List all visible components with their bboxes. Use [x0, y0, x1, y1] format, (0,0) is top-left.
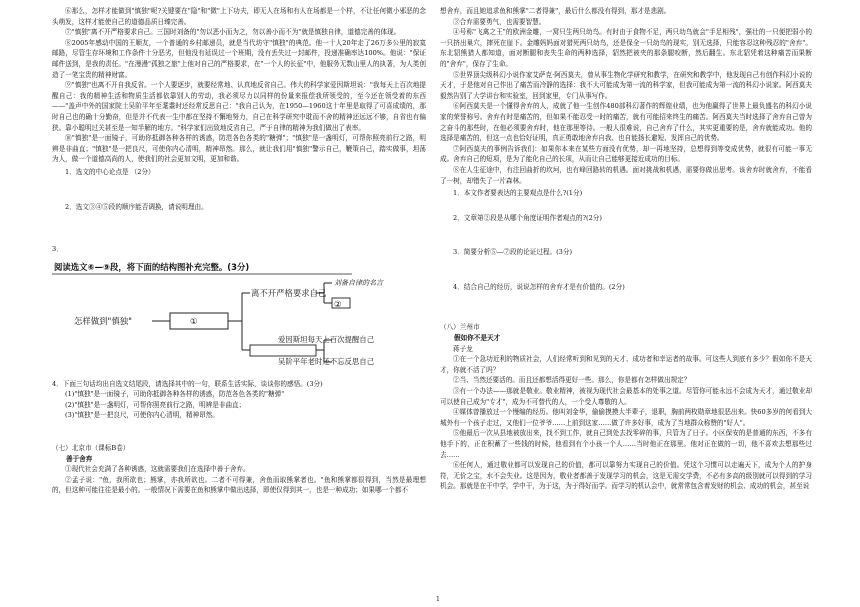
- paragraph: ⑧2005年感动中国的王顺友，一个普通的乡村邮递员，就是当代坊守"慎独"的典范。他一十人20年走了26万多公里的寂寞邮路，尽管生存环境和工作条件十分恶劣，但他没有延误过一个班期，没有丢失过一封邮件，投递准确率达100%。他说："保证邮件送到，是我的责任。"在漫漫"孤独之旅"上他对自己的严格要求，在"一个人的长征"中，他服务无数山里人的执著，为人类创造了一笔宝贵的精神财富。: [52, 38, 426, 79]
- paragraph: ①现代社会充满了各种诱惑，这就需要我们在选择中善于舍弃。: [65, 465, 250, 474]
- section-7-title: 善于舍弃: [66, 454, 93, 463]
- section-8-heading: （八）兰州市: [440, 323, 480, 332]
- paragraph: ⑥那么，怎样才能做到"慎独"呢?关键要在"隐"和"微"上下功夫，即无人在场和有人在场都是一个样，不让任何微小邪恶的念头萌发，这样才能使自己的道德品质日臻完善。: [52, 7, 426, 26]
- q4-option: (1)"慎独"是一面镜子，可助你抵御各种各样的诱惑，防范各色各类的"糖弹": [65, 390, 285, 399]
- paragraph: ③有一个办法——那就是敬业。敬业精神，被视为现代社会最基本的处事之道。尽管你可能永远不会成为天才，通过敬业却可以使自己成为"专才"，成为不可替代的人，一个受人尊敬的人。: [440, 387, 812, 406]
- question-1: 1．选文的中心论点是 （2分）: [65, 167, 155, 176]
- section-8-title: 假如你不是天才: [454, 334, 501, 343]
- q4-option: (3)"慎独"是一把良尺，可使你内心清明，精神昂然。: [65, 411, 219, 420]
- q4-option: (2)"慎独"是一盏明灯，可帮你照亮前行之路，明辨是非曲直；: [65, 400, 246, 409]
- left-column: [52, 6, 426, 496]
- paragraph: ⑨"慎独"也离不开自我反省。一个人要逐步，就要经常地、认真地反省自己。伟大的科学家爱因斯坦说："我每天上百次地提醒自己：我的精神生活和物质生活都依靠别人的劳动，我必须尽力以同样的份量来报偿我所领受的，至今还在领受着的东西——"盖声中外的国家院士吴阶平年至耄耋时还经常反思自己："我自己认为，在1950—1960这十年里是取得了可喜成绩的，那时自己也的确十分勤奋，但是并不代表一生中都在坚持不懈地努力，自己在科学研究中耽而不舍的精神还远远不够，自省也有偏狭。靠小聪明过关甚至是一知半解的地方。"科学家们出致地反省自己，严于自律的精神为我们做出了表率。: [52, 81, 426, 132]
- paragraph: ⑤世界顶尖级科幻小说作家艾萨克·阿西莫夫，曾从事生物化学研究和教学，在研究和教学中，他发现自己有创作科幻小说的天才，于是他对自己作出了痛苦而冷静的选择：我不大可能成为第一流的科学家，但我可能成为第一流的科幻小说家。阿西莫夫毅然告别了大学讲台和实验室，回到家里，专门从事写作。: [440, 70, 812, 100]
- paragraph: ⑤他最后一次从县地被放出来，找不到工作，就自己到处去找零碎的事，只管为了日子。小区保安的是普通的东西，不多有他手下的，正在积蓄了一些钱的时候，他看到有个小孩一个人……当时他正在那里。他对正在做的一切，他不喜欢去想那些过去……: [440, 429, 812, 459]
- branch-2-example-a: 爱因斯坦每天上百次提醒自己: [278, 334, 375, 344]
- question: 2．文章第②段是从哪个角度证明作者观点的?(2分): [453, 213, 602, 222]
- blank-1-number: ①: [190, 315, 198, 326]
- right-column: [440, 6, 812, 492]
- question-4: 4．下面三句话均出自选文结尾段，请选择其中的一句，联系生活实际，谈谈你的感悟。(3分): [52, 379, 323, 388]
- paragraph: ②当、当然还要活的。而且还都想活得更好一些。那么，你是都有怎样做出规定？: [453, 376, 691, 385]
- paragraph: ⑩"慎独"是一面镜子，可助你抵御各种各样的诱惑，防范各色各类的"糖弹"；"慎独"是一盏明灯，可帮你照亮前行之路，明辨是非曲直；"慎独"是一把良尺，可使你内心清明，精神昂然。那么，就让我们用"慎独"警示自己，鞭策自己，踏实做事，坦荡为人，做一个道德高尚的人，使我们的社会更加文明，更加和谐。: [52, 134, 426, 164]
- paragraph: ④媒体曾播放过一个慢编的经历。他叫刘金华，偷偷摸摸大半辈子，退职，胸前两枚勋章地很恶出来。快60多岁的何看到大城外有一个孩子走过，又他们一位爷爷……上前到这家……做了许多好事，成为了当地群众称赞的"好人"。: [440, 408, 812, 427]
- page-number: 1: [436, 596, 440, 603]
- structure-diagram: [52, 259, 383, 373]
- paragraph: ⑥阿西莫夫是一个懂得舍弃的人，成就了他一生创作480部科幻著作的辉煌业绩，也为他赢得了世界上最负盛名的科幻小说家的荣誉称号。舍弃有时是痛苦的，但如果不能忍受一时的痛苦，就有可能招来终生的痛苦。阿西莫夫当时选择了舍弃自己曾为之奋斗的那些时，在他必须要舍弃时，他在那里等待。一般人很难说，自己舍弃了什么，其实更重要的是，舍弃就能成功。他的选择是痛苦的，但这一点也恰好证明，真正勇敢地舍弃自我、也自能扬长避短、发挥自己的优势。: [440, 102, 812, 143]
- branch-1-example-b-blank: ②: [334, 298, 342, 309]
- paragraph: ③合弃需要勇气，也需要智慧。: [453, 17, 546, 26]
- section-8-author: 蒋子龙: [453, 344, 473, 353]
- branch-2-example-b: 吴阶平年老时还不忘反思自己: [278, 356, 375, 366]
- paragraph: ②孟子说："鱼，我所欲也；熊掌，亦我所欲也。二者不可得兼，舍鱼而取熊掌者也。"鱼和熊掌都很得到，当然是最理想的，但这种可能往往是最小的。一般情况下需要在鱼和熊掌中做出选择，即使仅得到其一，也是一种成功；如果哪一个都不: [52, 475, 426, 495]
- paragraph: ⑥任何人，通过敬业都可以发现自己的价值，都可以靠努力实现自己的价值。凭这个习惯可以走遍天下，成为个人的护身符，无价之宝，水不会失业。这是因为，敬业者都善于发现学习的机会，这是无需交学费，不必有多高的级别就可以得到的学习机会。那就是在干中学，学中干，为于这，为于得好而学。而学习的机认会中，就常常包含着发财的机会、成功的机会，甚至说: [440, 461, 812, 491]
- question: 1．本文作者要表达的主要观点是什么?(1分): [453, 189, 583, 198]
- question-3-number: 3．: [52, 245, 63, 254]
- branch-1-example-a: 刘备自律的名言: [334, 278, 383, 287]
- diagram-heading: 阅读选文⑥—⑨段，将下面的结构图补充完整。(3分): [54, 261, 250, 272]
- paragraph: ①在一个急功近利的物质社会，人们经常听到和见到的天才、成功者和幸运者的故事。可这些人到底有多少？假如你不是天才，你就不活了吗？: [440, 355, 812, 374]
- question: 3．简要分析⑤—⑦段的论证过程。(3分): [453, 248, 573, 257]
- question: 4．结合自己的经历，说说怎样的舍弃才是有价值的。(2分): [453, 282, 625, 291]
- paragraph: ⑦"慎独"离不开严格要求自己。三国时刘备的"勿以恶小而为之，勿以善小而不为"就是慎独自律，道德完善的体现。: [65, 28, 401, 37]
- section-7-heading: （七）北京市（课标B卷）: [52, 444, 130, 453]
- question-2: 2．选文③④⑤段的顺序能否调换，请说明理由。: [65, 202, 208, 211]
- paragraph: ⑦阿西莫夫的事例告诉我们：如果你本来在某些方面没有优势，却一再地坚持，总想得到等变成优势，就很有可能一事无成。舍弃自己的短项，是为了能化自己的长项，从而让自己能够更接近成功的目标。: [440, 144, 812, 164]
- paragraph: ⑧在人生征途中，有注回曲折的坎坷，也有峰回路转的机遇。面对挑战和机遇，需要你做出思考。该舍弃时就舍弃，不能看了一树，却错失了一片森林。: [440, 165, 812, 185]
- diagram-center-node: 怎样做到"慎独": [74, 315, 132, 326]
- paragraph: 想舍弃，而且她追求鱼和熊掌"二者得兼"，最后什么都没有得到，那才是悲剧。: [440, 7, 671, 15]
- branch-1: 离不开严格要求自己: [251, 287, 327, 298]
- paragraph: ④号称"飞禽之王"的欧洲金雕，一窝只生两只幼鸟。有时由于食物不足，两只幼鸟就会"手足相残"，强壮的一只便把弱小的一只挤出巢穴，摔死在崖下。金雕妈妈面对猎死两只幼鸟，还是保全一只幼鸟的现实，别无选择，只能容忍这种残忍的"舍弃"。东北貂熊猎人都知道，面对断腿和丧失生命的两种选择，貂然把被夹的那条腿咬断，然后翻生。东北貂凭着这种痛苦而果断的"舍弃"，保存了生命。: [440, 28, 812, 68]
